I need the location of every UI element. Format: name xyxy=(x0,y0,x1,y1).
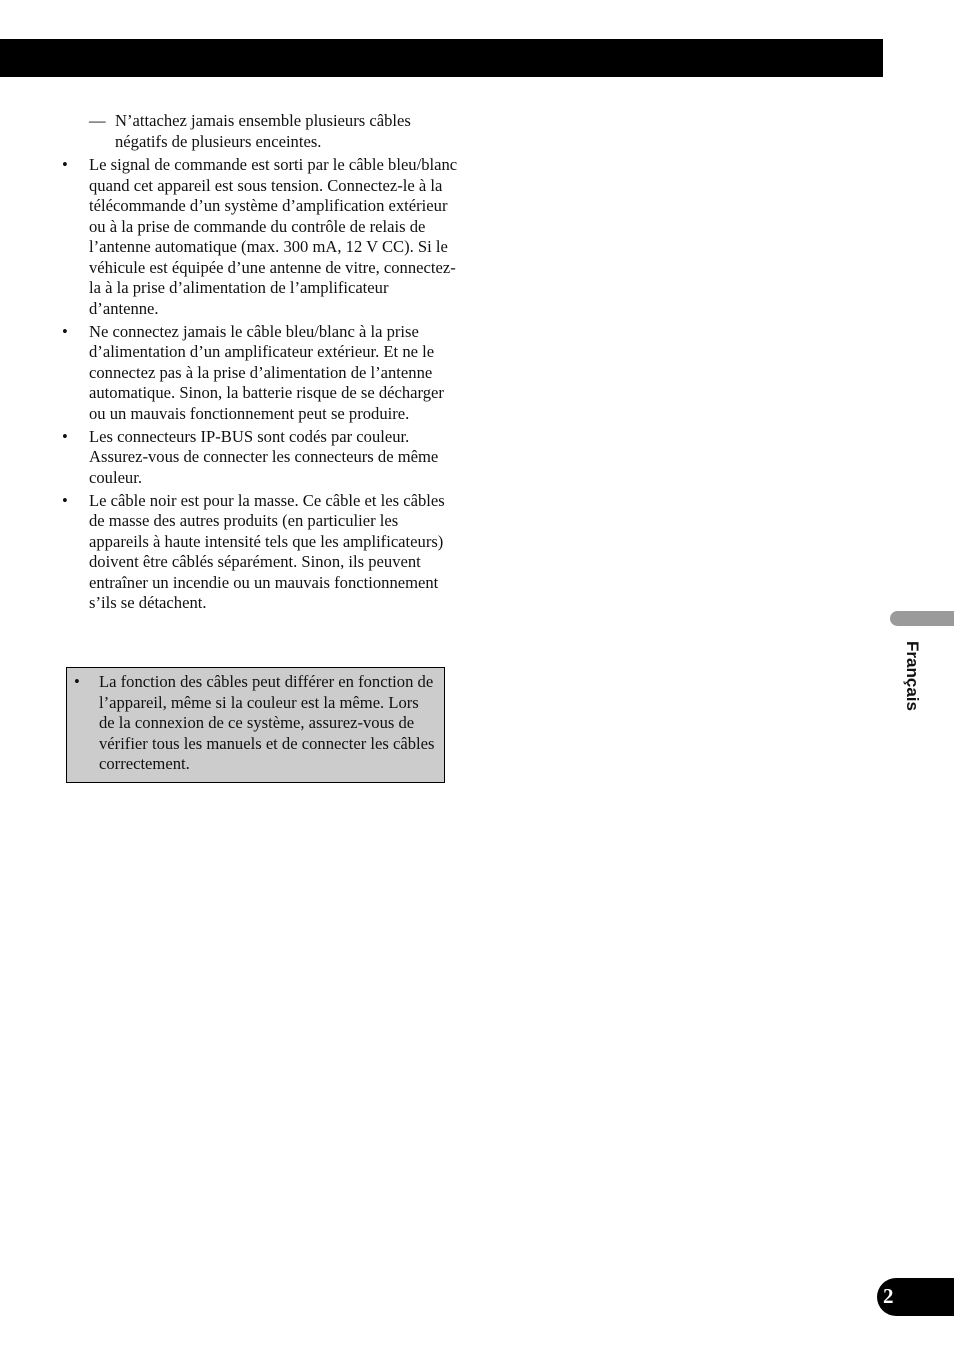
dash-marker: — xyxy=(89,111,106,130)
bullet-marker: • xyxy=(62,426,68,446)
main-content xyxy=(62,111,458,616)
dash-item-text: N’attachez jamais ensemble plusieurs câbles négatifs de plusieurs enceintes. xyxy=(115,111,411,151)
language-label: Français xyxy=(903,641,922,711)
note-text: La fonction des câbles peut différer en fonction de l’appareil, même si la couleur est la même. Lors de la connexion de ce système, assurez-vous de vérifier tous les manuels et de connecter les câbles correctement. xyxy=(99,672,435,773)
bullet-item xyxy=(62,155,458,319)
bullet-text: Le câble noir est pour la masse. Ce câble et les câbles de masse des autres produits (en particulier les appareils à haute intensité tels que les amplificateurs) doivent être câblés séparément. Sinon, ils peuvent entraîner un incendie ou un mauvais fonctionnement s’ils se détachent. xyxy=(89,490,445,612)
note-box xyxy=(66,667,445,783)
language-tab-marker xyxy=(890,611,954,626)
bullet-item xyxy=(62,322,458,425)
bullet-marker: • xyxy=(62,155,68,174)
header-bar xyxy=(0,39,883,77)
bullet-text: Les connecteurs IP-BUS sont codés par couleur. Assurez-vous de connecter les connecteurs de même couleur. xyxy=(89,426,439,487)
bullet-item xyxy=(62,491,458,614)
note-bullet-item xyxy=(73,672,438,775)
bullet-marker: • xyxy=(74,672,80,691)
dash-list-item xyxy=(62,111,458,152)
page-number: 2 xyxy=(883,1284,894,1308)
bullet-marker: • xyxy=(62,321,68,341)
bullet-marker: • xyxy=(62,490,68,510)
bullet-text: Ne connectez jamais le câble bleu/blanc à la prise d’alimentation d’un amplificateur extérieur. Et ne le connectez pas à la prise d’alimentation de l’antenne automatique. Sinon, la batterie risque de se décharger ou un mauvais fonctionnement peut se produire. xyxy=(89,321,444,423)
bullet-text: Le signal de commande est sorti par le câble bleu/blanc quand cet appareil est sous tension. Connectez-le à la télécommande d’un système d’amplification extérieur ou à la prise de commande du contrôle de relais de l’antenne automatique (max. 300 mA, 12 V CC). Si le véhicule est équipée d’une antenne de vitre, connectez-la à la prise d’alimentation de l’amplificateur d’antenne. xyxy=(89,155,458,318)
bullet-item xyxy=(62,427,458,489)
